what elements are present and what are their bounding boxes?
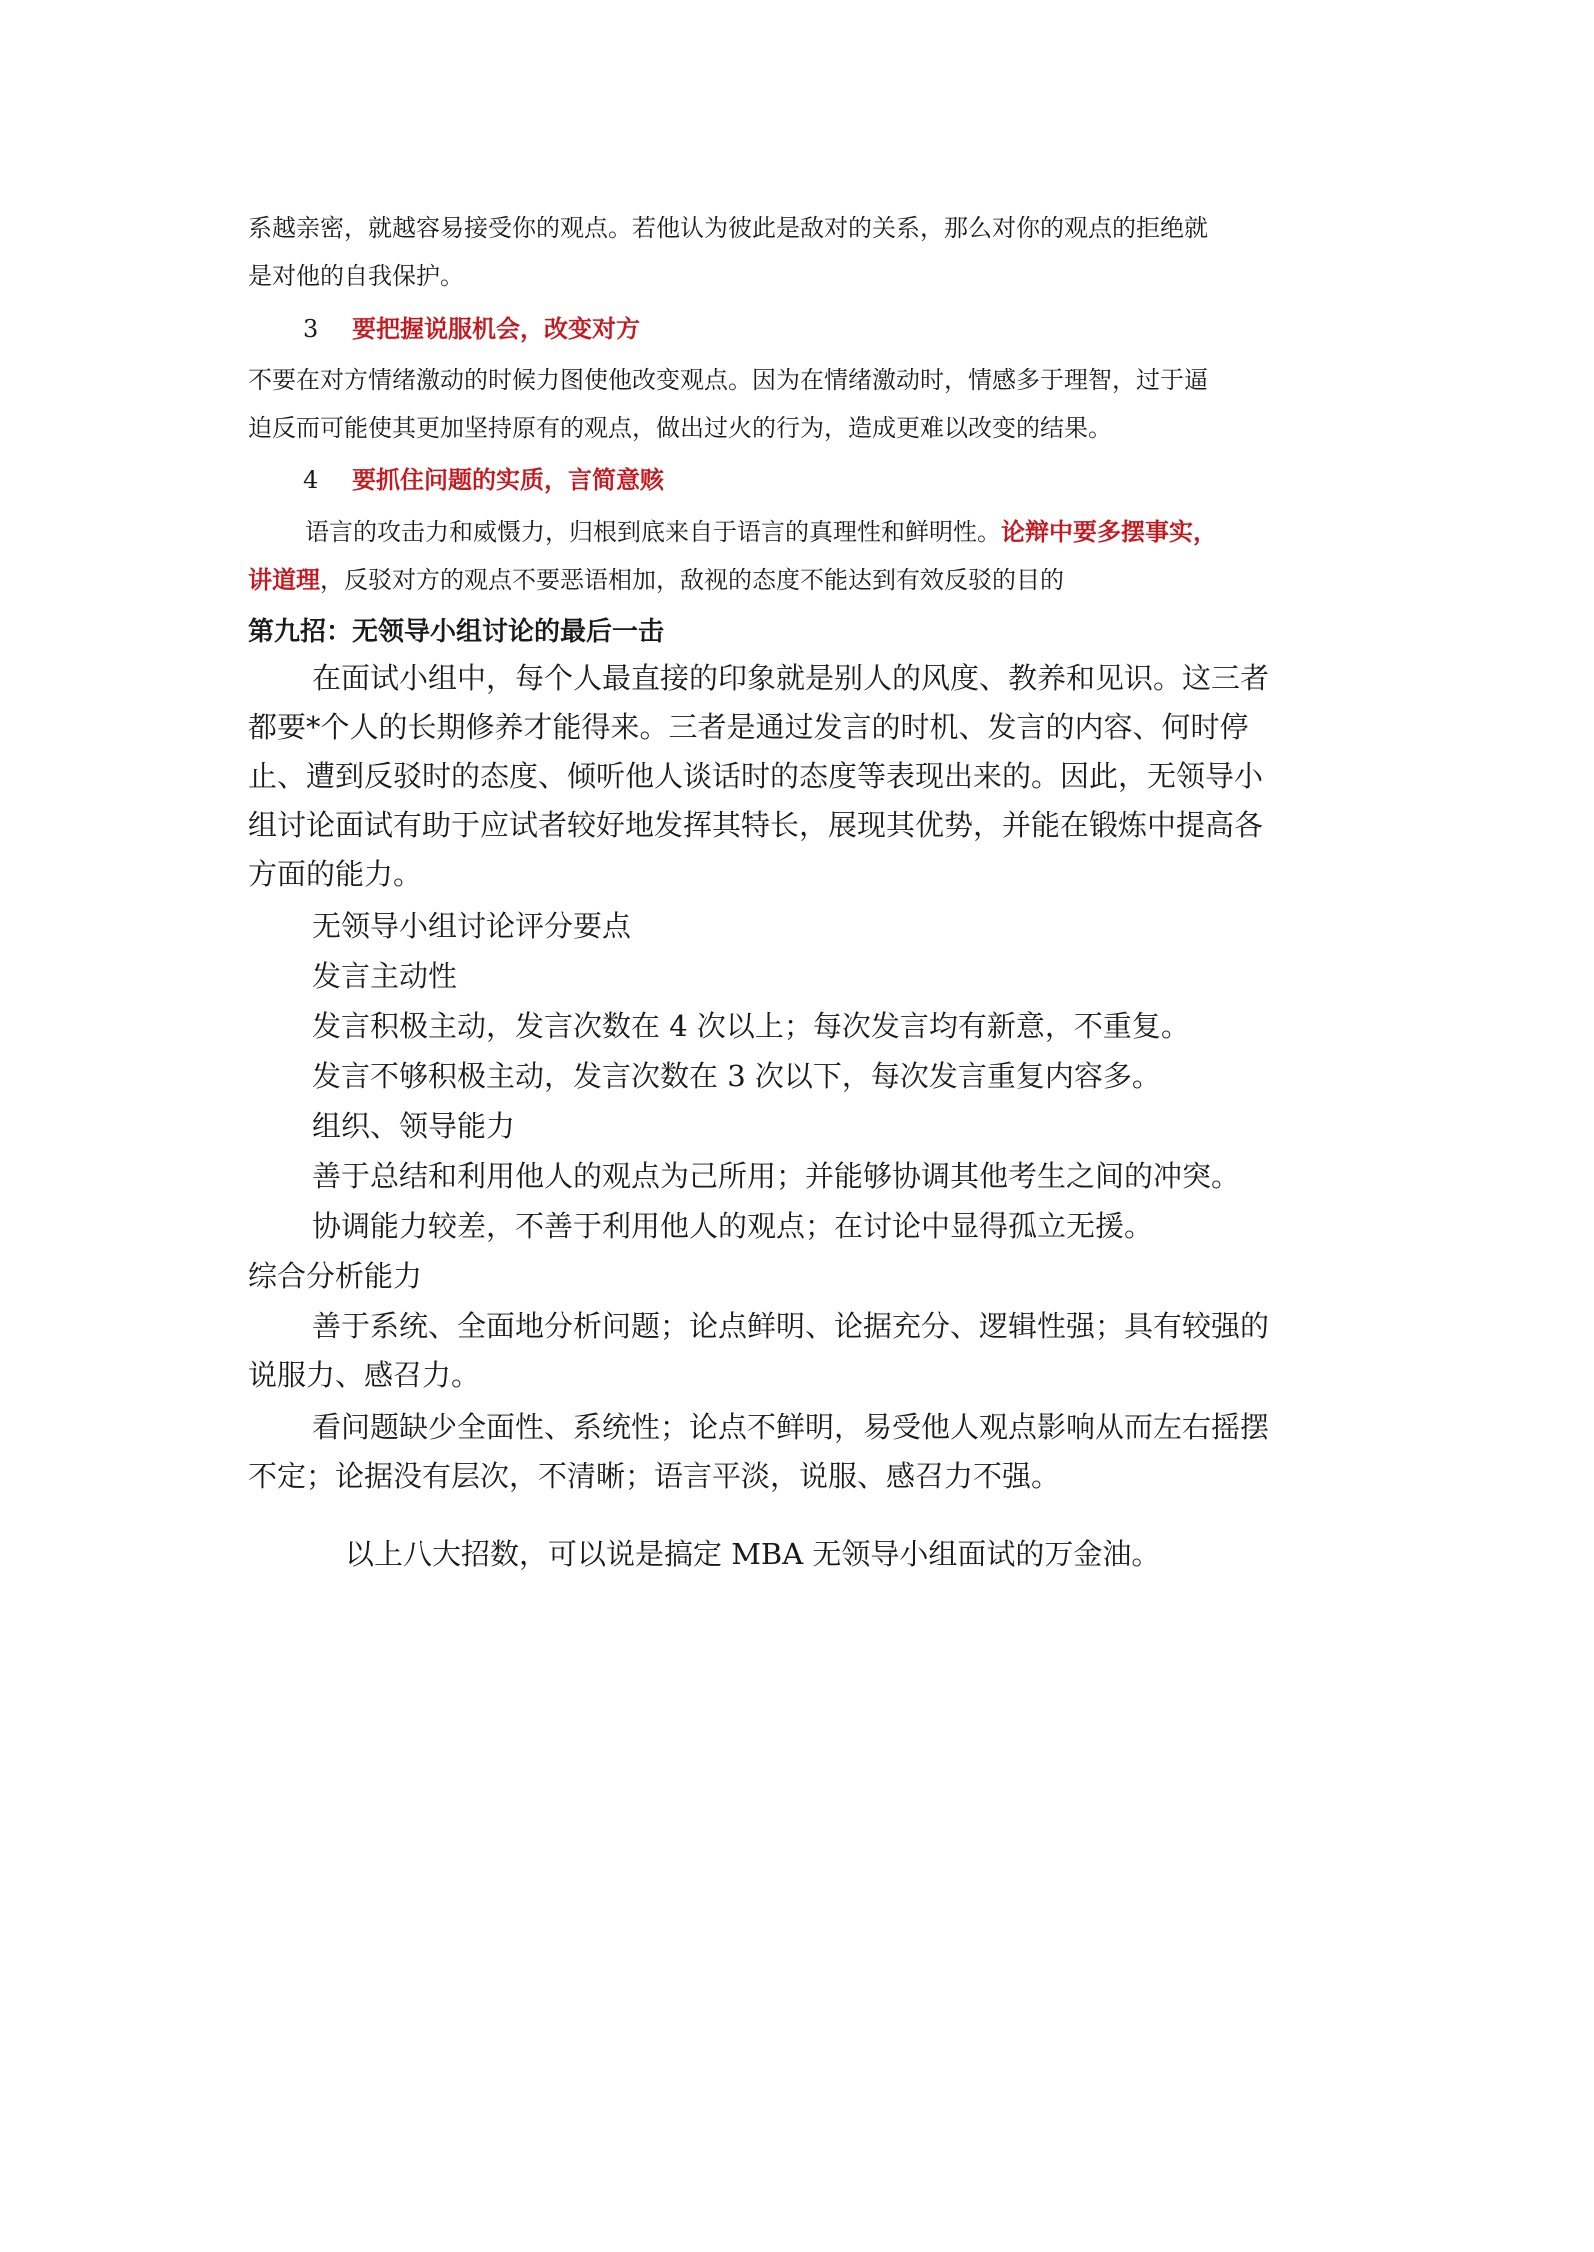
leadership-poor: 协调能力较差，不善于利用他人的观点；在讨论中显得孤立无援。 (312, 1209, 1154, 1243)
section-3-number: 3 (303, 315, 319, 343)
section-4-line-1-emphasis: 论辩中要多摆事实， (1001, 517, 1217, 546)
initiative-poor: 发言不够积极主动，发言次数在 3 次以下，每次发言重复内容多。 (312, 1059, 1161, 1093)
initiative-title: 发言主动性 (312, 959, 458, 993)
section-4-number: 4 (303, 466, 319, 494)
conclusion: 以上八大招数，可以说是搞定 MBA 无领导小组面试的万金油。 (345, 1537, 1161, 1571)
chapter-9-paragraph-line-4: 组讨论面试有助于应试者较好地发挥其特长，展现其优势，并能在锻炼中提高各 (248, 808, 1264, 842)
chapter-9-title: 第九招：无领导小组讨论的最后一击 (248, 617, 665, 647)
analysis-poor-line-2: 不定；论据没有层次，不清晰；语言平淡，说服、感召力不强。 (248, 1459, 1061, 1493)
analysis-good-line-2: 说服力、感召力。 (248, 1358, 481, 1392)
section-3-line-1: 不要在对方情绪激动的时候力图使他改变观点。因为在情绪激动时，情感多于理智，过于逼 (248, 366, 1208, 394)
analysis-poor-line-1: 看问题缺少全面性、系统性；论点不鲜明，易受他人观点影响从而左右摇摆 (312, 1410, 1270, 1444)
leadership-title: 组织、领导能力 (312, 1109, 516, 1143)
chapter-9-paragraph-line-3: 止、遭到反驳时的态度、倾听他人谈话时的态度等表现出来的。因此，无领导小 (248, 759, 1264, 793)
intro-line-1: 系越亲密，就越容易接受你的观点。若他认为彼此是敌对的关系，那么对你的观点的拒绝就 (248, 214, 1208, 242)
chapter-9-paragraph-line-1: 在面试小组中，每个人最直接的印象就是别人的风度、教养和见识。这三者 (312, 661, 1270, 695)
section-3-heading: 要把握说服机会，改变对方 (352, 314, 640, 343)
analysis-title: 综合分析能力 (248, 1259, 423, 1293)
section-4-line-2-emphasis: 讲道理 (248, 565, 320, 594)
leadership-good: 善于总结和利用他人的观点为己所用；并能够协调其他考生之间的冲突。 (312, 1159, 1241, 1193)
chapter-9-paragraph-line-5: 方面的能力。 (248, 857, 423, 891)
section-4-line-2 (248, 565, 1064, 594)
section-4-heading: 要抓住问题的实质，言简意赅 (352, 465, 664, 494)
section-4-line-2-normal: ，反驳对方的观点不要恶语相加，敌视的态度不能达到有效反驳的目的 (320, 566, 1064, 594)
scoring-title: 无领导小组讨论评分要点 (312, 909, 632, 943)
section-3-line-2: 迫反而可能使其更加坚持原有的观点，做出过火的行为，造成更难以改变的结果。 (248, 414, 1112, 442)
section-4-line-1 (305, 517, 1217, 546)
chapter-9-paragraph-line-2: 都要*个人的长期修养才能得来。三者是通过发言的时机、发言的内容、何时停 (248, 710, 1249, 744)
section-4-line-1-normal: 语言的攻击力和威慑力，归根到底来自于语言的真理性和鲜明性。 (305, 518, 1001, 546)
intro-line-2: 是对他的自我保护。 (248, 262, 464, 290)
analysis-good-line-1: 善于系统、全面地分析问题；论点鲜明、论据充分、逻辑性强；具有较强的 (312, 1309, 1270, 1343)
initiative-good: 发言积极主动，发言次数在 4 次以上；每次发言均有新意，不重复。 (312, 1009, 1190, 1043)
